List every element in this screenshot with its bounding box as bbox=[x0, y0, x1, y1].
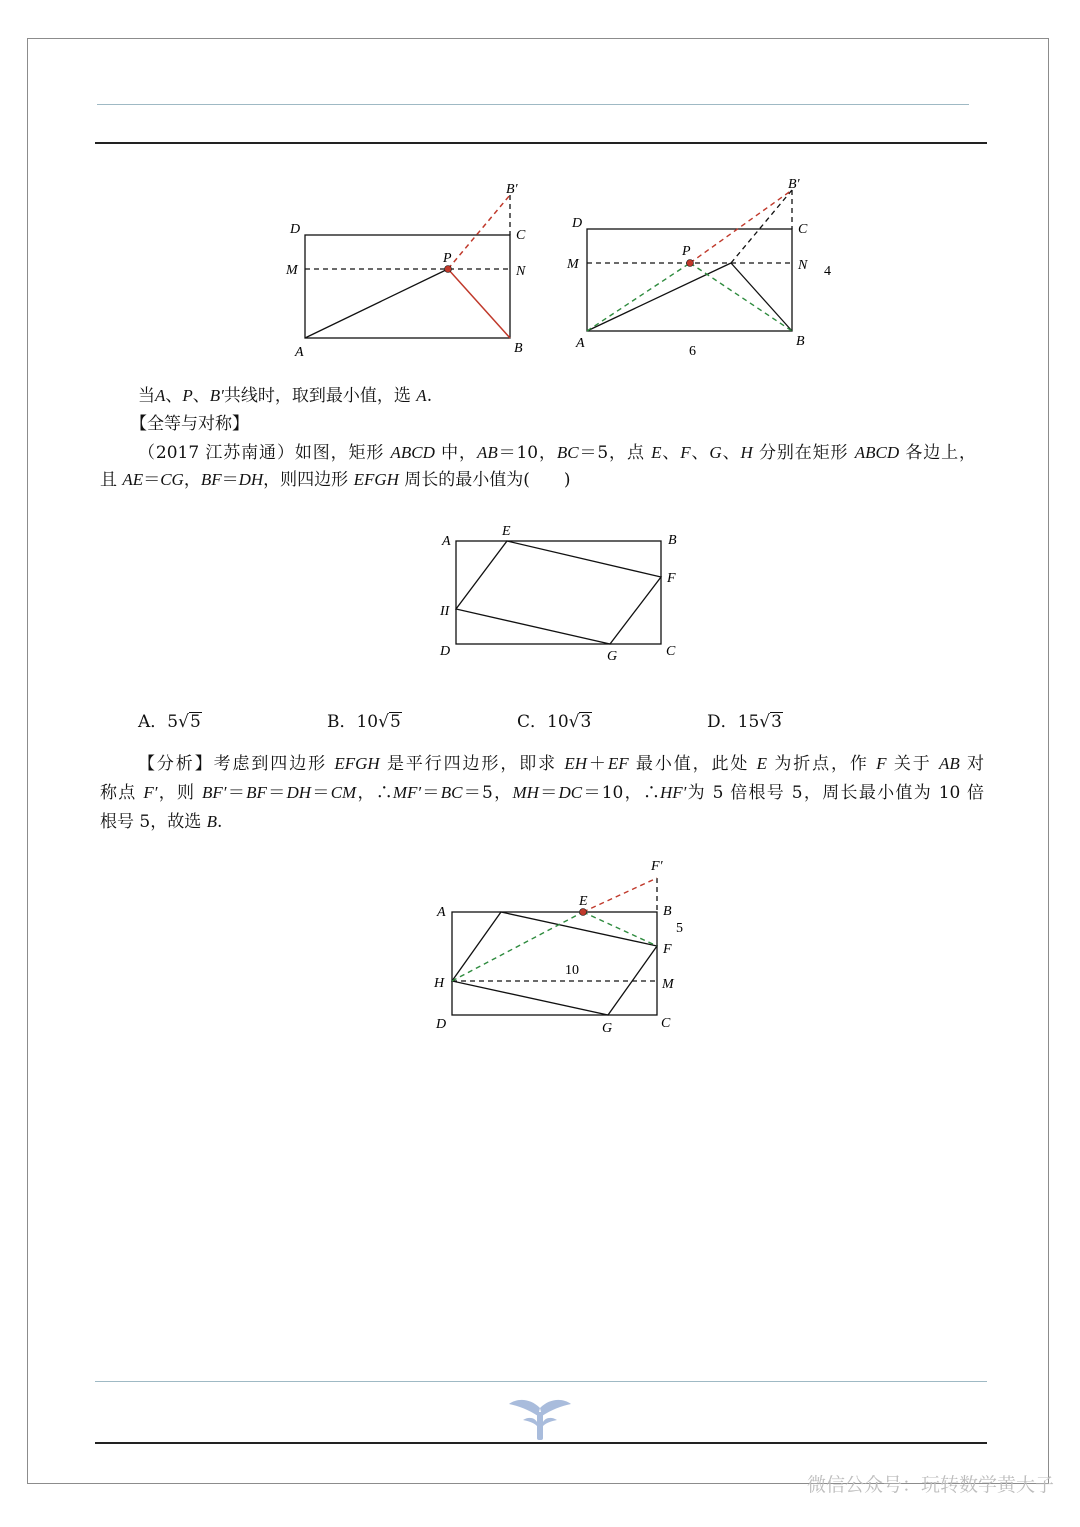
fig1-label-b: B bbox=[514, 341, 523, 356]
fig4-label-length-bf: 5 bbox=[676, 921, 683, 936]
fig3-label-c: C bbox=[666, 644, 676, 659]
header-rule-thin bbox=[97, 104, 969, 105]
fig2-label-side-bottom: 6 bbox=[689, 344, 696, 359]
fig4-label-length-hm: 10 bbox=[565, 963, 579, 978]
fig4-label-g: G bbox=[602, 1021, 613, 1036]
option-d[interactable]: D．15√3 bbox=[707, 712, 782, 732]
analysis-line-3: 根号 5，故选 B. bbox=[100, 812, 223, 832]
fig3-label-f: F bbox=[667, 571, 676, 586]
fig2-label-p: P bbox=[682, 244, 691, 259]
section-heading: 【全等与对称】 bbox=[130, 414, 249, 434]
fig2-label-a: A bbox=[576, 336, 585, 351]
fig1-label-n: N bbox=[516, 264, 526, 279]
figure-1 bbox=[280, 175, 540, 365]
fig1-label-d: D bbox=[290, 222, 301, 237]
fig3-label-e: E bbox=[502, 524, 511, 539]
fig1-label-a: A bbox=[295, 345, 304, 360]
figure-2 bbox=[560, 170, 850, 365]
fig4-label-b: B bbox=[663, 904, 672, 919]
option-a[interactable]: A．5√5 bbox=[138, 712, 201, 732]
fig4-label-e: E bbox=[579, 894, 588, 909]
fig4-label-h: H bbox=[434, 976, 445, 991]
fig2-label-n: N bbox=[798, 258, 808, 273]
fig3-label-b: B bbox=[668, 533, 677, 548]
fig3-label-h: II bbox=[440, 604, 450, 619]
fig4-label-fprime: F′ bbox=[651, 859, 663, 874]
header-rule-thick bbox=[95, 142, 987, 144]
fig4-label-f: F bbox=[663, 942, 672, 957]
fig3-label-g: G bbox=[607, 649, 618, 664]
fig4-label-c: C bbox=[661, 1016, 671, 1031]
option-c[interactable]: C．10√3 bbox=[517, 712, 592, 732]
footer-logo-icon bbox=[505, 1396, 575, 1442]
fig1-label-p: P bbox=[443, 251, 452, 266]
fig1-label-c: C bbox=[516, 228, 526, 243]
fig2-label-c: C bbox=[798, 222, 808, 237]
fig4-label-a: A bbox=[437, 905, 446, 920]
problem-line-1: （2017 江苏南通）如图，矩形 ABCD 中，AB＝10，BC＝5，点 E、F、G、H 分别在矩形 ABCD 各边上， bbox=[138, 443, 977, 463]
analysis-line-1: 【分析】考虑到四边形 EFGH 是平行四边形，即求 EH＋EF 最小值，此处 E 为折点，作 F 关于 AB 对 bbox=[138, 754, 985, 774]
analysis-line-2: 称点 F′，则 BF′＝BF＝DH＝CM，∴MF′＝BC＝5，MH＝DC＝10，∴HF′为 5 倍根号 5，周长最小值为 10 倍 bbox=[100, 783, 985, 803]
figure-3 bbox=[430, 520, 690, 670]
fig3-label-d: D bbox=[440, 644, 451, 659]
fig4-label-d: D bbox=[436, 1017, 447, 1032]
fig1-label-m: M bbox=[286, 263, 298, 278]
fig4-label-m: M bbox=[662, 977, 674, 992]
fig2-label-b: B bbox=[796, 334, 805, 349]
fig3-label-a: A bbox=[442, 534, 451, 549]
watermark: 微信公众号：玩转数学黄大子 bbox=[806, 1474, 1054, 1496]
problem-line-2: 且 AE＝CG，BF＝DH，则四边形 EFGH 周长的最小值为( ) bbox=[100, 470, 571, 490]
fig2-label-bprime: B′ bbox=[788, 177, 800, 192]
footer-rule-thick bbox=[95, 1442, 987, 1444]
footer-rule-thin bbox=[95, 1381, 987, 1382]
figure-4 bbox=[425, 850, 705, 1040]
option-b[interactable]: B．10√5 bbox=[327, 712, 401, 732]
fig2-label-m: M bbox=[567, 257, 579, 272]
fig2-label-side-right: 4 bbox=[824, 264, 831, 279]
fig1-label-bprime: B′ bbox=[506, 182, 518, 197]
fig2-label-d: D bbox=[572, 216, 583, 231]
conclusion-line: 当A、P、B′共线时，取到最小值，选 A. bbox=[138, 386, 433, 406]
